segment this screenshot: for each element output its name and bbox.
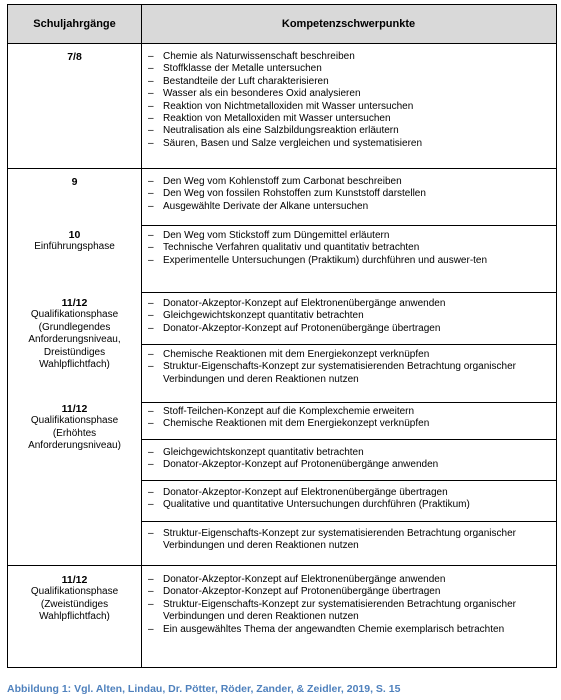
competency-block xyxy=(141,349,556,386)
competency-item: – Den Weg von fossilen Rohstoffen zum Kunststoff darstellen xyxy=(141,188,556,200)
competency-item: – Donator-Akzeptor-Konzept auf Elektronenübergänge anwenden xyxy=(141,574,556,586)
competency-item: – Bestandteile der Luft charakterisieren xyxy=(141,76,556,88)
block-divider xyxy=(141,402,556,403)
competency-item: – Technische Verfahren qualitativ und quantitativ betrachten xyxy=(141,242,556,254)
level-subtitle: Qualifikationsphase (Grundlegendes Anforderungsniveau, Dreistündiges Wahlpflichtfach) xyxy=(28,309,121,371)
competency-block xyxy=(141,51,556,150)
competency-item: – Stoff-Teilchen-Konzept auf die Komplexchemie erweitern xyxy=(141,406,556,418)
level-cell xyxy=(8,176,141,188)
competency-item: – Donator-Akzeptor-Konzept auf Elektronenübergänge übertragen xyxy=(141,487,556,499)
competency-item: – Struktur-Eigenschafts-Konzept zur systematisierenden Betrachtung organischer Verbindungen und deren Reaktionen nutzen xyxy=(141,361,556,386)
competency-item: – Gleichgewichtskonzept quantitativ betrachten xyxy=(141,447,556,459)
competency-item: – Struktur-Eigenschafts-Konzept zur systematisierenden Betrachtung organischer Verbindungen und deren Reaktionen nutzen xyxy=(141,528,556,553)
block-divider xyxy=(141,292,556,293)
competency-block xyxy=(141,574,556,636)
competency-item: – Reaktion von Nichtmetalloxiden mit Wasser untersuchen xyxy=(141,101,556,113)
competency-block xyxy=(141,230,556,267)
level-cell xyxy=(8,229,141,254)
competency-block xyxy=(141,447,556,472)
competency-block xyxy=(141,298,556,335)
table-header xyxy=(8,5,556,43)
level-subtitle: Qualifikationsphase (Zweistündiges Wahlpflichtfach) xyxy=(30,586,119,623)
level-number: 9 xyxy=(71,176,78,188)
level-number: 10 xyxy=(68,229,81,241)
competency-block xyxy=(141,528,556,553)
competency-item: – Neutralisation als eine Salzbildungsreaktion erläutern xyxy=(141,125,556,137)
competency-item: – Den Weg vom Kohlenstoff zum Carbonat beschreiben xyxy=(141,176,556,188)
competency-item: – Experimentelle Untersuchungen (Praktikum) durchführen und auswer-ten xyxy=(141,255,556,267)
level-cell xyxy=(8,297,141,371)
competency-item: – Reaktion von Metalloxiden mit Wasser untersuchen xyxy=(141,113,556,125)
header-kompetenzschwerpunkte: Kompetenzschwerpunkte xyxy=(281,18,416,30)
competency-item: – Qualitative und quantitative Untersuchungen durchführen (Praktikum) xyxy=(141,499,556,511)
figure-caption: Abbildung 1: Vgl. Alten, Lindau, Dr. Pötter, Röder, Zander, & Zeidler, 2019, S. 15 xyxy=(7,683,401,695)
level-cell xyxy=(8,574,141,624)
block-divider xyxy=(141,521,556,522)
block-divider xyxy=(141,225,556,226)
competency-block xyxy=(141,487,556,512)
competency-item: – Den Weg vom Stickstoff zum Düngemittel erläutern xyxy=(141,230,556,242)
level-number: 11/12 xyxy=(61,297,88,309)
competency-item: – Ausgewählte Derivate der Alkane untersuchen xyxy=(141,201,556,213)
competency-item: – Donator-Akzeptor-Konzept auf Protonenübergänge übertragen xyxy=(141,586,556,598)
level-cell xyxy=(8,403,141,453)
competency-item: – Struktur-Eigenschafts-Konzept zur systematisierenden Betrachtung organischer Verbindungen und deren Reaktionen nutzen xyxy=(141,599,556,624)
competency-item: – Wasser als ein besonderes Oxid analysieren xyxy=(141,88,556,100)
row-divider xyxy=(8,565,556,566)
competency-item: – Stoffklasse der Metalle untersuchen xyxy=(141,63,556,75)
row-divider xyxy=(8,43,556,44)
competency-item: – Gleichgewichtskonzept quantitativ betrachten xyxy=(141,310,556,322)
level-subtitle: Einführungsphase xyxy=(34,241,115,253)
level-number: 11/12 xyxy=(61,403,88,415)
competency-item: – Donator-Akzeptor-Konzept auf Protonenübergänge übertragen xyxy=(141,323,556,335)
block-divider xyxy=(141,480,556,481)
competency-item: – Ein ausgewähltes Thema der angewandten Chemie exemplarisch betrachten xyxy=(141,624,556,636)
block-divider xyxy=(141,439,556,440)
header-schuljahrgaenge: Schuljahrgänge xyxy=(33,18,116,30)
row-divider xyxy=(8,168,556,169)
block-divider xyxy=(141,344,556,345)
competency-item: – Donator-Akzeptor-Konzept auf Protonenübergänge anwenden xyxy=(141,459,556,471)
competency-block xyxy=(141,176,556,213)
competency-item: – Säuren, Basen und Salze vergleichen und systematisieren xyxy=(141,138,556,150)
level-subtitle: Qualifikationsphase (Erhöhtes Anforderungsniveau) xyxy=(28,415,121,452)
level-number: 11/12 xyxy=(61,574,88,586)
competency-item: – Chemische Reaktionen mit dem Energiekonzept verknüpfen xyxy=(141,349,556,361)
level-number: 7/8 xyxy=(67,51,82,63)
competency-block xyxy=(141,406,556,431)
level-cell xyxy=(8,51,141,63)
competency-item: – Donator-Akzeptor-Konzept auf Elektronenübergänge anwenden xyxy=(141,298,556,310)
competency-item: – Chemische Reaktionen mit dem Energiekonzept verknüpfen xyxy=(141,418,556,430)
competency-item: – Chemie als Naturwissenschaft beschreiben xyxy=(141,51,556,63)
competency-table xyxy=(7,4,557,668)
